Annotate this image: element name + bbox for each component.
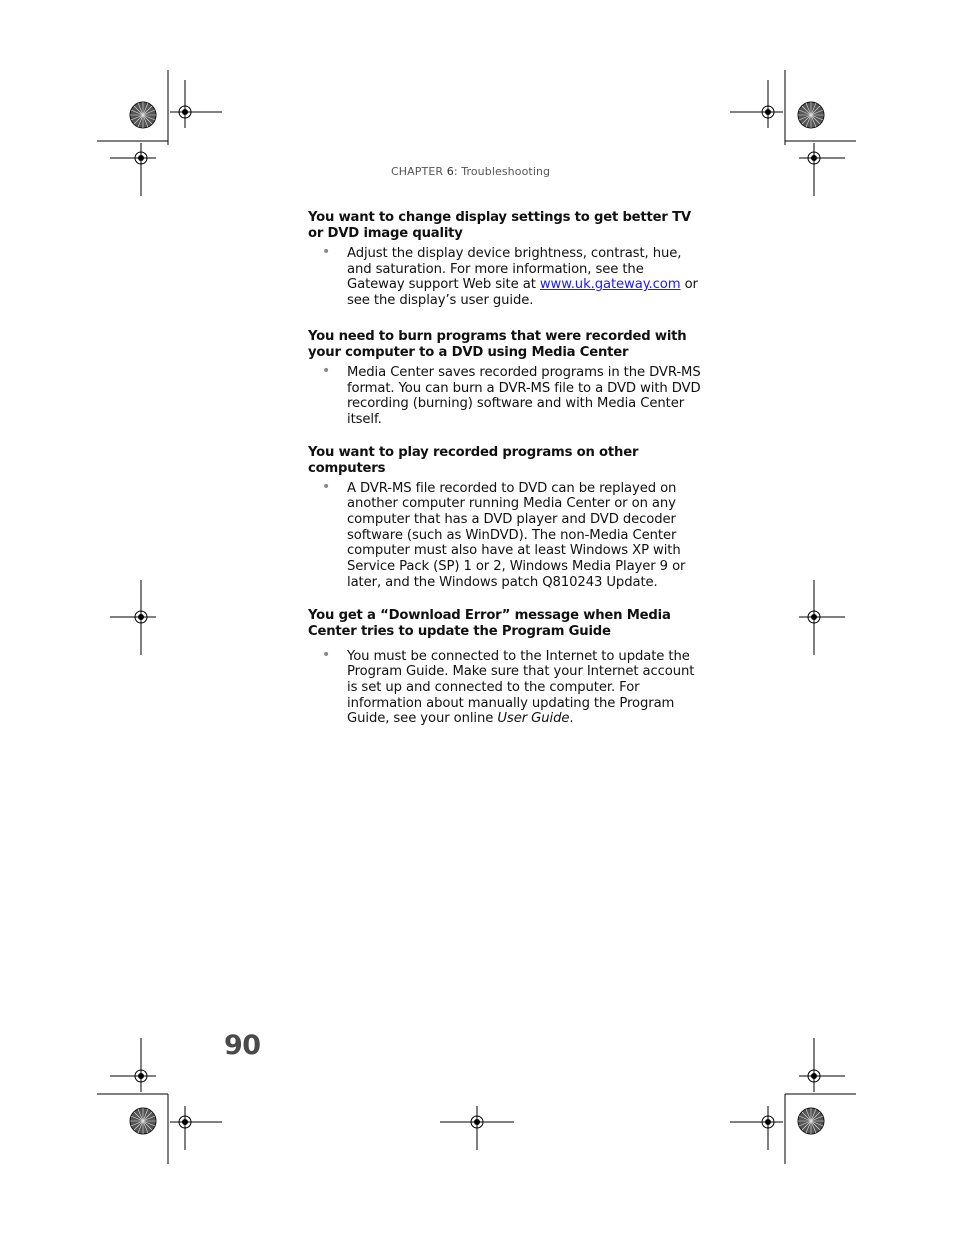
list-item — [308, 646, 703, 728]
bullet-text-end: or see the display’s user guide. — [347, 277, 698, 309]
section-display-settings — [308, 210, 703, 309]
chapter-label: CHAPTER — [391, 165, 444, 178]
bullet-text: Media Center saves recorded programs in the DVR-MS format. You can burn a DVR-MS file to a DVD with DVD recording (burning) software and with Media Center itself. — [347, 364, 701, 427]
chapter-title: : Troubleshooting — [453, 165, 551, 178]
running-header — [391, 165, 550, 178]
bullet-icon: • — [322, 646, 331, 663]
bullet-text: A DVR-MS file recorded to DVD can be replayed on another computer running Media Center or on any computer that has a DVD player and DVD decoder software (such as WinDVD). The non-Media Center computer must also have at least Windows XP with Service Pack (SP) 1 or 2, Windows Media Player 9 or later, and the Windows patch Q810243 Update. — [347, 480, 686, 590]
section-play-other-computers — [308, 445, 703, 591]
bullet-icon: • — [322, 362, 331, 379]
page-content — [308, 210, 703, 727]
bullet-icon: • — [322, 244, 331, 260]
color-bar-mark — [798, 1108, 824, 1134]
section-heading: You want to change display settings to get better TV or DVD image quality — [308, 210, 691, 241]
list-item — [308, 362, 703, 428]
bullet-text: Adjust the display device brightness, contrast, hue, and saturation. For more information, see the Gateway support Web site at — [347, 246, 682, 293]
user-guide-emphasis: User Guide — [497, 711, 570, 727]
color-bar-mark — [130, 1108, 156, 1134]
section-heading: You get a “Download Error” message when Media Center tries to update the Program Guide — [308, 607, 671, 639]
list-item — [308, 478, 703, 591]
gateway-support-link[interactable]: www.uk.gateway.com — [539, 277, 681, 293]
section-download-error — [308, 608, 703, 728]
bullet-text: You must be connected to the Internet to update the Program Guide. Make sure that your Internet account is set up and connected to the computer. For information about manually updating the Program Guide, see your online — [347, 648, 695, 727]
color-bar-mark — [798, 102, 824, 128]
color-bar-mark — [130, 102, 156, 128]
section-burn-dvd — [308, 329, 703, 428]
bullet-text-end: . — [569, 711, 574, 727]
list-item — [308, 246, 703, 309]
page-number: 90 — [224, 1030, 261, 1061]
bullet-icon: • — [322, 478, 331, 495]
chapter-number: 6 — [446, 165, 454, 178]
section-heading: You need to burn programs that were recorded with your computer to a DVD using Media Center — [308, 328, 687, 360]
section-heading: You want to play recorded programs on other computers — [308, 444, 639, 476]
